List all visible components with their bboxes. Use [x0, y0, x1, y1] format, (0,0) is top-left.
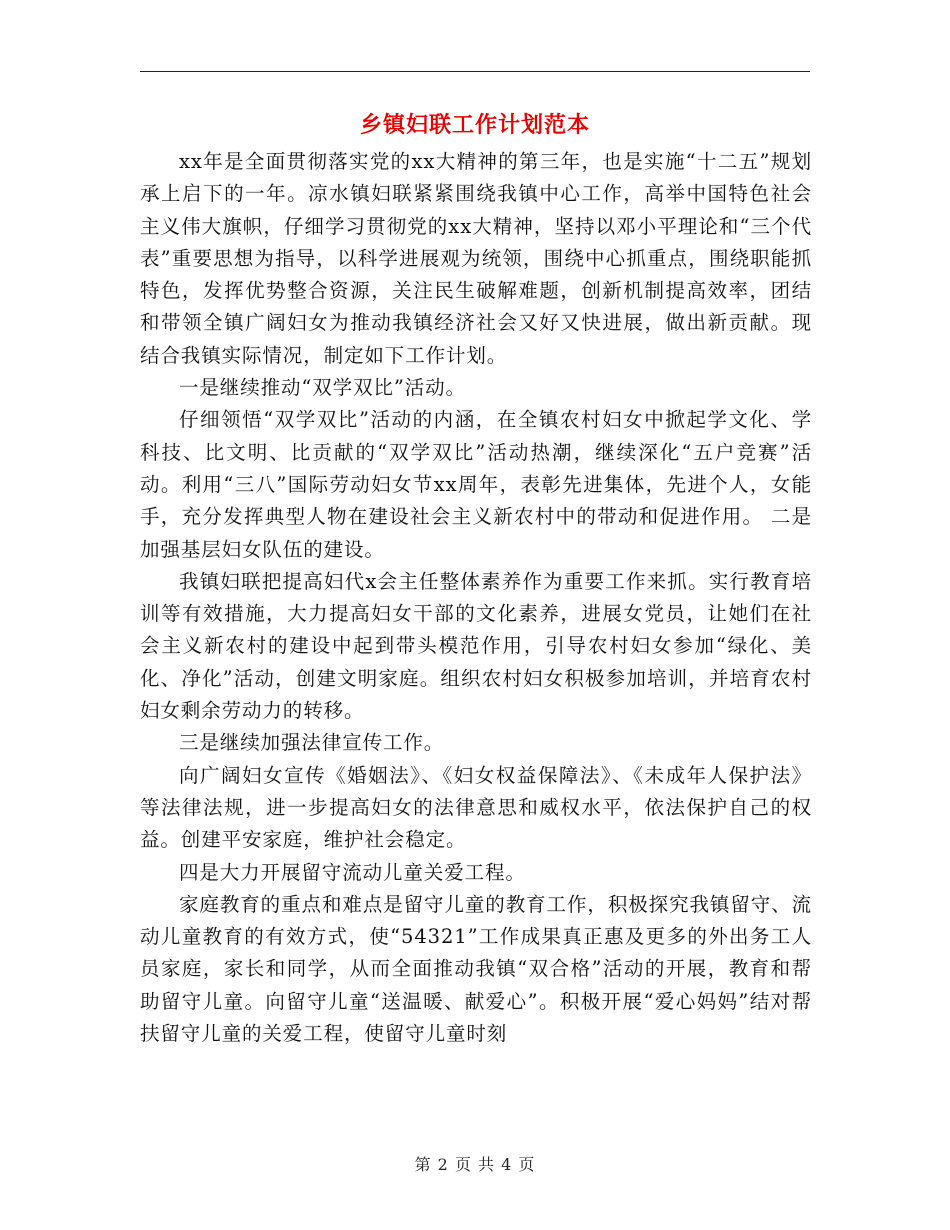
paragraph-intro: xx年是全面贯彻落实党的xx大精神的第三年，也是实施“十二五”规划承上启下的一年。凉水镇妇联紧紧围绕我镇中心工作，高举中国特色社会主义伟大旗帜，仔细学习贯彻党的xx大精神，坚持以邓小平理论和“三个代表”重要思想为指导，以科学进展观为统领，围绕中心抓重点，围绕职能抓特色，发挥优势整合资源，关注民生破解难题，创新机制提高效率，团结和带领全镇广阔妇女为推动我镇经济社会又好又快进展，做出新贡献。现结合我镇实际情况，制定如下工作计划。: [140, 150, 812, 367]
paragraph-heading-4: 四是大力开展留守流动儿童关爱工程。: [179, 860, 526, 884]
paragraph-section-2: 我镇妇联把提高妇代x会主任整体素养作为重要工作来抓。实行教育培训等有效措施，大力提高妇女干部的文化素养，进展女党员，让她们在社会主义新农村的建设中起到带头模范作用，引导农村妇女参加“绿化、美化、净化”活动，创建文明家庭。组织农村妇女积极参加培训，并培育农村妇女剩余劳动力的转移。: [140, 569, 812, 723]
document-body: [140, 146, 812, 1050]
document-title: 乡镇妇联工作计划范本: [359, 112, 590, 138]
paragraph-section-1: 仔细领悟“双学双比”活动的内涵，在全镇农村妇女中掀起学文化、学科技、比文明、比贡献的“双学双比”活动热潮，继续深化“五户竞赛”活动。利用“三八”国际劳动妇女节xx周年，表彰先进集体，先进个人，女能手，充分发挥典型人物在建设社会主义新农村中的带动和促进作用。 二是加强基层妇女队伍的建设。: [140, 408, 812, 561]
paragraph-section-4: 家庭教育的重点和难点是留守儿童的教育工作，积极探究我镇留守、流动儿童教育的有效方式，使“54321”工作成果真正惠及更多的外出务工人员家庭，家长和同学，从而全面推动我镇“双合格”活动的开展，教育和帮助留守儿童。向留守儿童“送温暖、献爱心”。积极开展“爱心妈妈”结对帮扶留守儿童的关爱工程，使留守儿童时刻: [140, 892, 812, 1046]
paragraph-section-3: 向广阔妇女宣传《婚姻法》、《妇女权益保障法》、《未成年人保护法》等法律法规，进一步提高妇女的法律意思和威权水平，依法保护自己的权益。创建平安家庭，维护社会稳定。: [140, 763, 812, 852]
paragraph-heading-3: 三是继续加强法律宣传工作。: [179, 731, 445, 755]
page-number-footer: 第 2 页 共 4 页: [414, 1155, 536, 1174]
header-rule: [140, 71, 810, 72]
paragraph-heading-1: 一是继续推动“双学双比”活动。: [179, 376, 466, 400]
